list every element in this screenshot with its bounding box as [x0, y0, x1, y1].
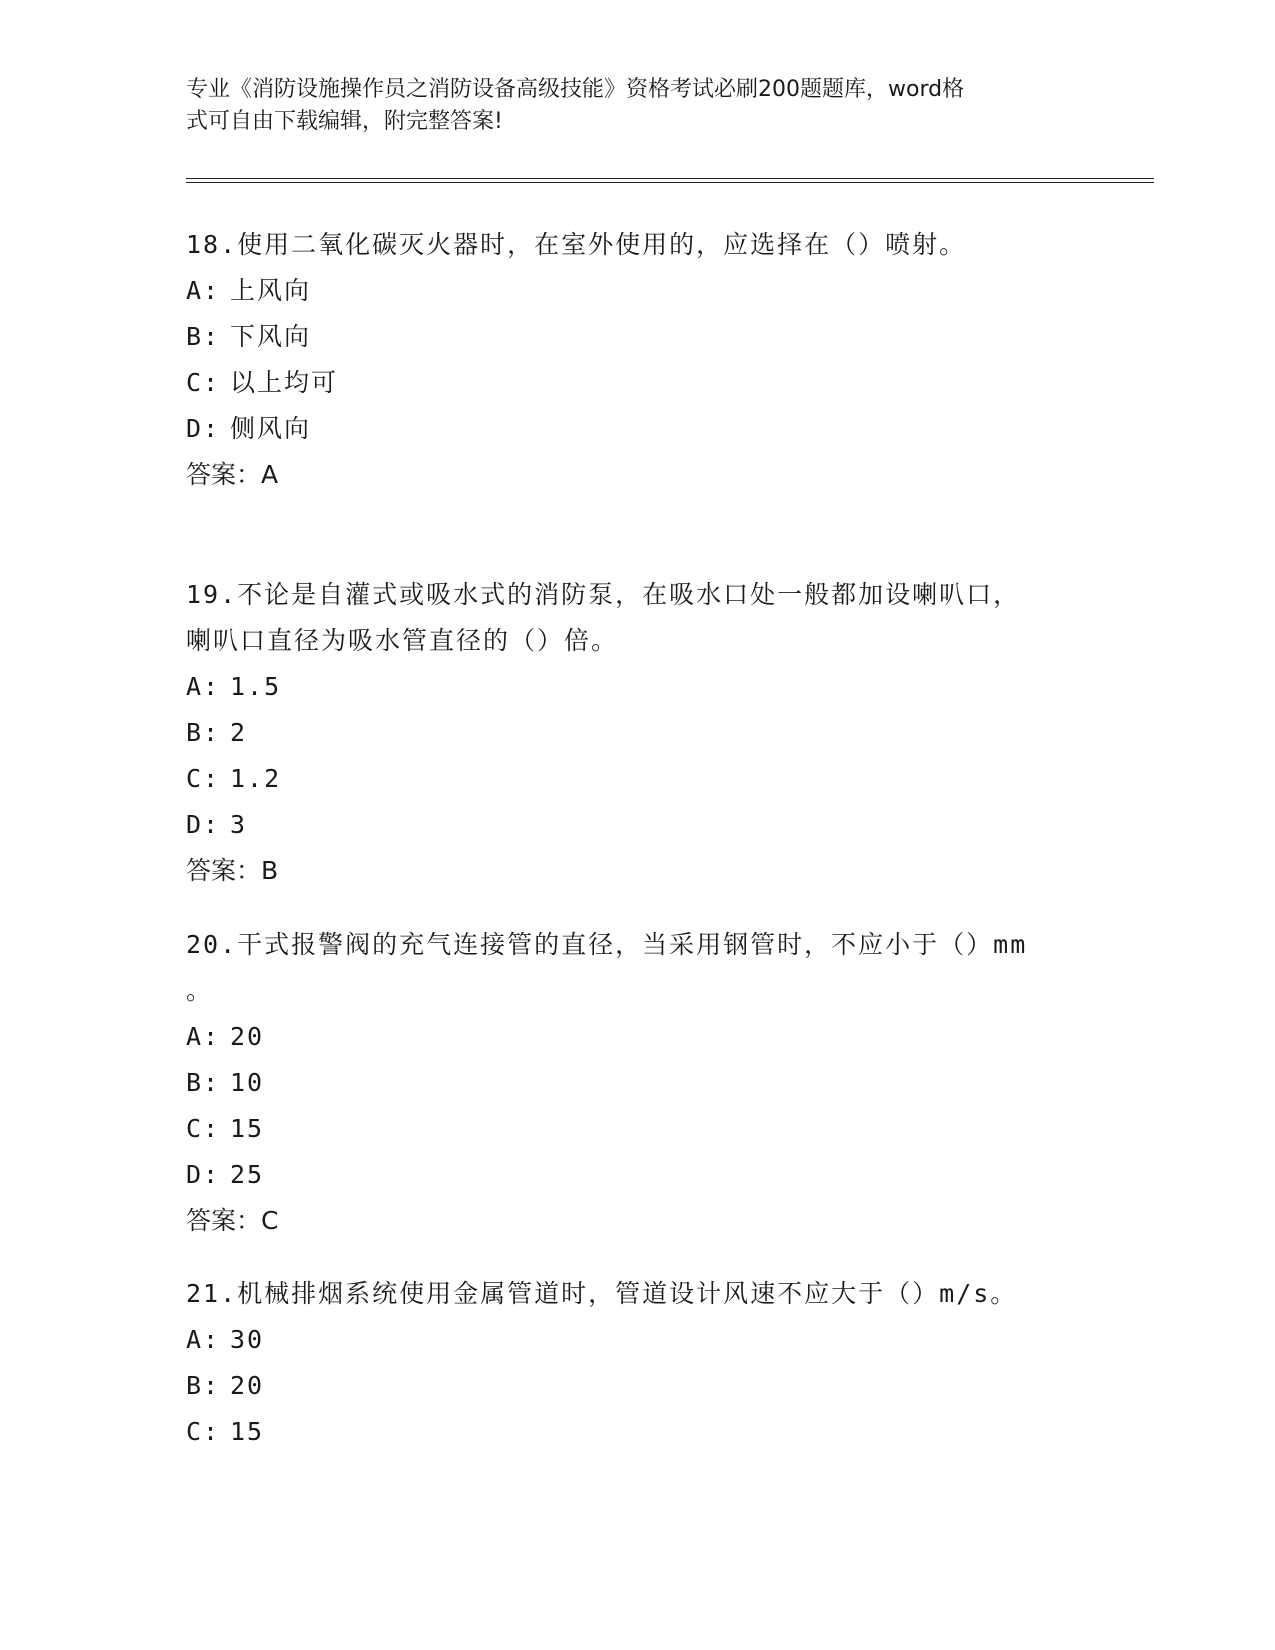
option-text: 10: [230, 1068, 265, 1097]
option-b: [186, 1060, 1086, 1106]
option-text: 25: [230, 1160, 265, 1189]
option-d: [186, 406, 1086, 452]
option-key: C:: [186, 1114, 221, 1143]
option-key: A:: [186, 276, 221, 305]
option-a: [186, 1014, 1086, 1060]
option-text: 20: [230, 1371, 265, 1400]
option-key: A:: [186, 1022, 221, 1051]
option-key: C:: [186, 1417, 221, 1446]
option-text: 以上均可: [230, 368, 339, 397]
answer: 答案：A: [186, 460, 279, 489]
question-stem-line-2: 喇叭口直径为吸水管直径的（）倍。: [186, 626, 619, 655]
option-c: [186, 360, 1086, 406]
option-b: [186, 1363, 1086, 1409]
question-stem-line-1: 20.干式报警阀的充气连接管的直径，当采用钢管时，不应小于（）mm: [186, 930, 1028, 959]
question-stem: 18.使用二氧化碳灭火器时，在室外使用的，应选择在（）喷射。: [186, 230, 967, 259]
option-b: [186, 710, 1086, 756]
option-text: 1.2: [230, 764, 282, 793]
question-stem-line-1: 19.不论是自灌式或吸水式的消防泵，在吸水口处一般都加设喇叭口，: [186, 580, 1021, 609]
question-21: [186, 1271, 1086, 1455]
header-divider: [186, 178, 1154, 183]
question-19: [186, 572, 1086, 894]
option-c: [186, 756, 1086, 802]
option-key: B:: [186, 1068, 221, 1097]
option-b: [186, 314, 1086, 360]
option-a: [186, 1317, 1086, 1363]
option-key: C:: [186, 368, 221, 397]
option-a: [186, 664, 1086, 710]
option-d: [186, 1152, 1086, 1198]
option-text: 上风向: [230, 276, 312, 305]
question-stem-line-2: 。: [186, 976, 214, 1005]
option-d: [186, 802, 1086, 848]
option-text: 15: [230, 1417, 265, 1446]
option-text: 2: [230, 718, 248, 747]
option-text: 30: [230, 1325, 265, 1354]
option-text: 15: [230, 1114, 265, 1143]
option-text: 20: [230, 1022, 265, 1051]
option-key: B:: [186, 718, 221, 747]
header-line-1: 专业《消防设施操作员之消防设备高级技能》资格考试必刷200题题库，word格: [186, 77, 965, 102]
option-c: [186, 1409, 1086, 1455]
document-header: [186, 74, 1066, 138]
option-key: B:: [186, 322, 221, 351]
option-key: D:: [186, 810, 221, 839]
answer: 答案：C: [186, 1206, 279, 1235]
option-key: A:: [186, 672, 221, 701]
question-stem: 21.机械排烟系统使用金属管道时，管道设计风速不应大于（）m/s。: [186, 1279, 1018, 1308]
answer: 答案：B: [186, 856, 279, 885]
option-text: 3: [230, 810, 248, 839]
option-text: 下风向: [230, 322, 312, 351]
header-line-2: 式可自由下载编辑，附完整答案!: [186, 109, 503, 134]
option-key: B:: [186, 1371, 221, 1400]
option-key: D:: [186, 1160, 221, 1189]
question-20: [186, 922, 1086, 1244]
option-key: D:: [186, 414, 221, 443]
option-a: [186, 268, 1086, 314]
option-text: 侧风向: [230, 414, 312, 443]
question-18: [186, 222, 1086, 498]
option-c: [186, 1106, 1086, 1152]
option-key: A:: [186, 1325, 221, 1354]
option-text: 1.5: [230, 672, 282, 701]
option-key: C:: [186, 764, 221, 793]
